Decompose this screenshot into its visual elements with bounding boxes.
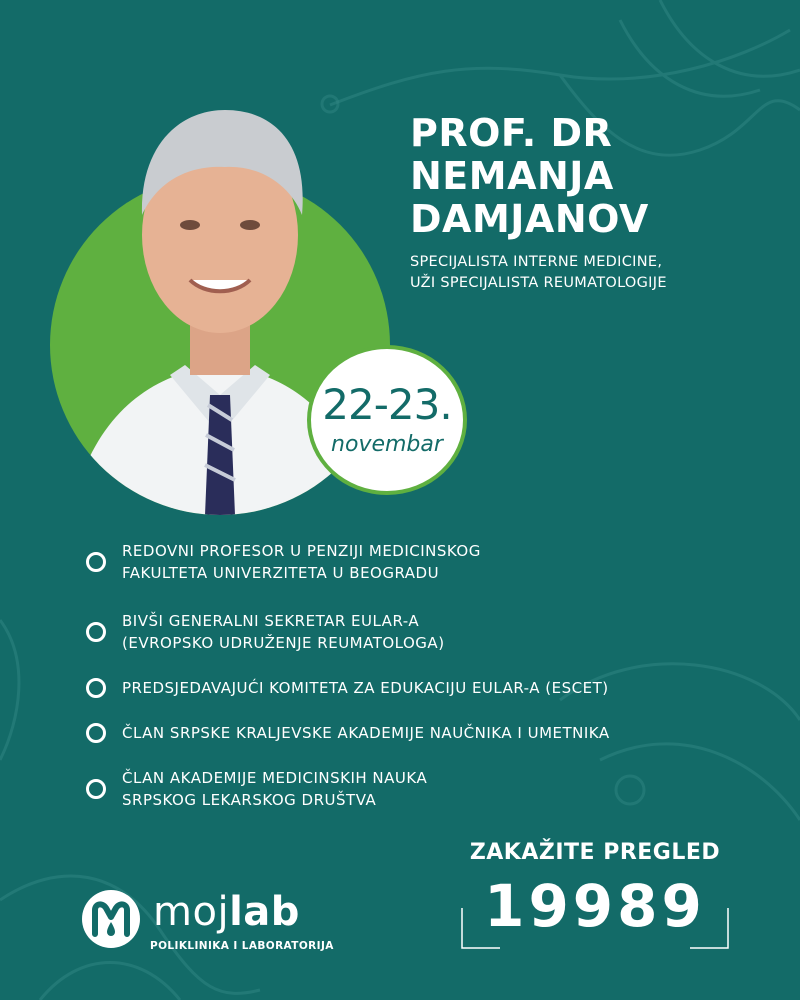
doctor-name-line-3: DAMJANOV — [410, 197, 649, 241]
cta-label: ZAKAŽITE PREGLED — [469, 840, 721, 865]
date-days: 22-23. — [322, 379, 452, 429]
credential-item — [86, 677, 609, 699]
doctor-name — [410, 112, 649, 241]
doctor-specialty-line-1: SPECIJALISTA INTERNE MEDICINE, — [410, 254, 663, 270]
brand-tagline: POLIKLINIKA I LABORATORIJA — [150, 940, 334, 952]
credential-line: REDOVNI PROFESOR U PENZIJI MEDICINSKOG — [122, 542, 481, 560]
date-badge — [307, 345, 467, 495]
brand-word-light: moj — [153, 889, 230, 935]
credential-line: ČLAN SRPSKE KRALJEVSKE AKADEMIJE NAUČNIKA I UMETNIKA — [122, 724, 610, 742]
credential-line: (EVROPSKO UDRUŽENJE REUMATOLOGA) — [122, 634, 445, 652]
credential-line: BIVŠI GENERALNI SEKRETAR EULAR-A — [122, 612, 420, 630]
date-month: novembar — [331, 431, 443, 457]
doctor-specialty — [410, 252, 667, 294]
credential-item — [86, 540, 481, 584]
credential-item — [86, 722, 610, 744]
ring-bullet-icon — [86, 678, 106, 698]
brand-word-bold: lab — [229, 889, 300, 935]
brand-logo — [80, 888, 340, 958]
brand-wordmark — [153, 890, 300, 934]
doctor-name-line-1: PROF. DR — [410, 111, 613, 155]
ring-bullet-icon — [86, 723, 106, 743]
cta-phone-number[interactable]: 19989 — [484, 872, 706, 940]
credential-item — [86, 610, 445, 654]
ring-bullet-icon — [86, 552, 106, 572]
credential-line: ČLAN AKADEMIJE MEDICINSKIH NAUKA — [122, 769, 428, 787]
ring-bullet-icon — [86, 622, 106, 642]
credential-line: SRPSKOG LEKARSKOG DRUŠTVA — [122, 791, 377, 809]
ring-bullet-icon — [86, 779, 106, 799]
doctor-name-line-2: NEMANJA — [410, 154, 614, 198]
doctor-specialty-line-2: UŽI SPECIJALISTA REUMATOLOGIJE — [410, 275, 667, 291]
credential-item — [86, 767, 427, 811]
mojlab-logo-icon — [80, 888, 142, 950]
credential-line: PREDSJEDAVAJUĆI KOMITETA ZA EDUKACIJU EULAR-A (ESCET) — [122, 679, 609, 697]
credential-line: FAKULTETA UNIVERZITETA U BEOGRADU — [122, 564, 440, 582]
